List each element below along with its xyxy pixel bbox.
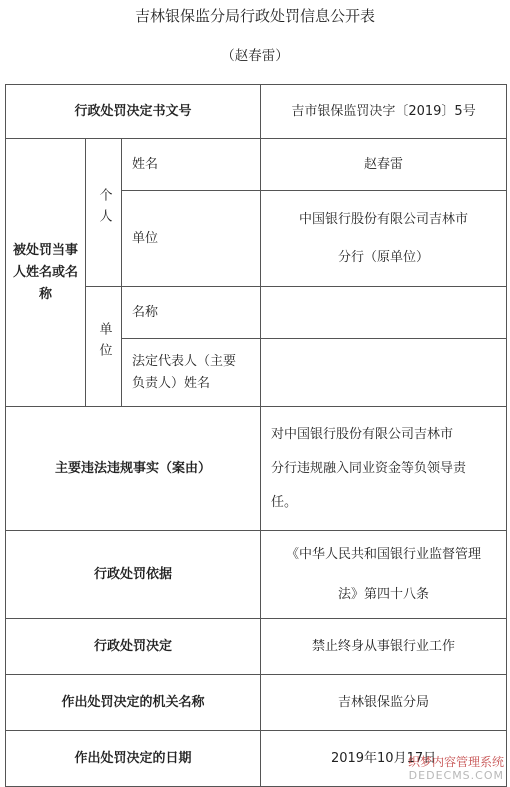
basis-value <box>261 531 507 619</box>
facts-line3: 任。 <box>271 494 298 510</box>
watermark-line1: 织梦内容管理系统 <box>407 755 504 769</box>
entity-label <box>86 287 122 407</box>
entity-name-label: 名称 <box>122 287 261 339</box>
doc-number-label: 行政处罚决定书文号 <box>6 85 261 139</box>
basis-line1: 《中华人民共和国银行业监督管理 <box>286 546 482 562</box>
date-label: 作出处罚决定的日期 <box>6 731 261 787</box>
date-value: 2019年10月17日 <box>261 731 507 787</box>
watermark <box>408 755 504 783</box>
unit-value <box>261 191 507 287</box>
table-row-facts <box>6 407 507 531</box>
individual-label-text: 个人 <box>96 187 112 230</box>
basis-label: 行政处罚依据 <box>6 531 261 619</box>
unit-label: 单位 <box>122 191 261 287</box>
legal-rep-label-line2: 负责人）姓名 <box>132 375 211 391</box>
legal-rep-value <box>261 339 507 407</box>
entity-name-value <box>261 287 507 339</box>
legal-rep-label-line1: 法定代表人（主要 <box>132 353 237 369</box>
basis-line2: 法》第四十八条 <box>338 586 430 602</box>
facts-line1: 对中国银行股份有限公司吉林市 <box>271 426 454 442</box>
table-row-decision <box>6 619 507 675</box>
authority-value: 吉林银保监分局 <box>261 675 507 731</box>
table-row-doc-number <box>6 85 507 139</box>
facts-line2: 分行违规融入同业资金等负领导责 <box>271 460 467 476</box>
decision-label: 行政处罚决定 <box>6 619 261 675</box>
unit-value-line2: 分行（原单位） <box>338 249 430 265</box>
authority-label: 作出处罚决定的机关名称 <box>6 675 261 731</box>
name-value: 赵春雷 <box>261 139 507 191</box>
unit-value-line1: 中国银行股份有限公司吉林市 <box>299 211 469 227</box>
penalty-info-table <box>5 84 507 787</box>
table-row-authority <box>6 675 507 731</box>
entity-label-text: 单位 <box>96 321 112 364</box>
decision-value: 禁止终身从事银行业工作 <box>261 619 507 675</box>
watermark-line2: DEDECMS.COM <box>408 769 504 782</box>
table-row-basis <box>6 531 507 619</box>
legal-rep-label <box>122 339 261 407</box>
facts-value <box>261 407 507 531</box>
table-row-individual-name <box>6 139 507 191</box>
individual-label <box>86 139 122 287</box>
party-label: 被处罚当事人姓名或名称 <box>6 139 86 407</box>
page-title: 吉林银保监分局行政处罚信息公开表 <box>134 7 375 25</box>
name-label: 姓名 <box>122 139 261 191</box>
doc-number-value: 吉市银保监罚决字〔2019〕5号 <box>261 85 507 139</box>
page-subtitle: （赵春雷） <box>221 48 289 64</box>
facts-label: 主要违法违规事实（案由） <box>6 407 261 531</box>
